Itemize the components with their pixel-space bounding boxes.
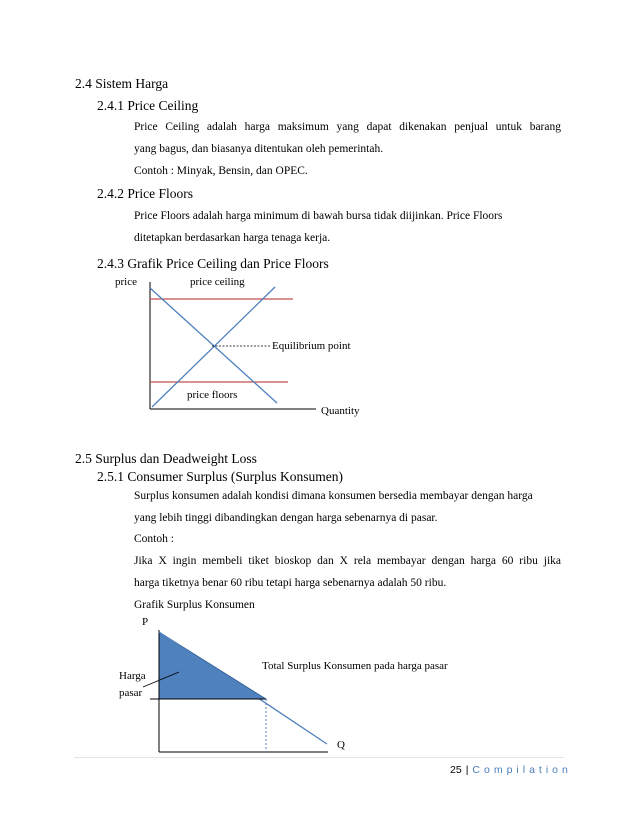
paragraph-contoh: Contoh :	[134, 533, 174, 545]
graph-caption-consumer-surplus: Grafik Surplus Konsumen	[134, 599, 255, 611]
subsection-heading-consumer-surplus: 2.5.1 Consumer Surplus (Surplus Konsumen)	[97, 469, 343, 484]
section-heading-2-5: 2.5 Surplus dan Deadweight Loss	[75, 451, 257, 466]
paragraph-surplus-line4: harga tiketnya benar 60 ribu tetapi harga sebenarnya adalah 50 ribu.	[134, 577, 447, 589]
paragraph-floors-line1: Price Floors adalah harga minimum di bawah bursa tidak diijinkan. Price Floors	[134, 210, 503, 222]
graph1-ceiling-label: price ceiling	[190, 276, 245, 288]
paragraph-surplus-line3: Jika X ingin membeli tiket bioskop dan X rela membayar dengan harga 60 ribu jika	[134, 555, 561, 567]
graph2-harga-label: Harga	[119, 670, 146, 682]
page-footer	[450, 764, 572, 776]
paragraph-ceiling-line2: yang bagus, dan biasanya ditentukan oleh pemerintah.	[134, 143, 384, 155]
graph2-y-label: P	[142, 616, 149, 628]
paragraph-floors-line2: ditetapkan berdasarkan harga tenaga kerja.	[134, 232, 331, 244]
paragraph-surplus-line1: Surplus konsumen adalah kondisi dimana konsumen bersedia membayar dengan harga	[134, 490, 533, 502]
subsection-heading-price-ceiling: 2.4.1 Price Ceiling	[97, 98, 199, 113]
graph1-floors-label: price floors	[187, 389, 238, 401]
subsection-heading-price-floors: 2.4.2 Price Floors	[97, 186, 193, 201]
footer-word: Compilation	[472, 764, 572, 776]
graph1-y-label: price	[115, 276, 137, 288]
footer-separator: |	[465, 764, 469, 776]
paragraph-surplus-line2: yang lebih tinggi dibandingkan dengan harga sebenarnya di pasar.	[134, 512, 438, 524]
section-heading-2-4: 2.4 Sistem Harga	[75, 76, 169, 91]
graph1-x-label: Quantity	[321, 405, 360, 417]
footer-rule	[74, 757, 564, 758]
page-number: 25	[450, 764, 462, 776]
paragraph-ceiling-example: Contoh : Minyak, Bensin, dan OPEC.	[134, 165, 308, 177]
graph2-x-label: Q	[337, 739, 345, 751]
graph1-equilibrium-label: Equilibrium point	[272, 340, 351, 352]
graph2-total-surplus-label: Total Surplus Konsumen pada harga pasar	[262, 660, 448, 672]
subsection-heading-graph: 2.4.3 Grafik Price Ceiling dan Price Floors	[97, 256, 329, 271]
paragraph-ceiling-line1: Price Ceiling adalah harga maksimum yang dapat dikenakan penjual untuk barang	[134, 121, 561, 133]
graph2-pasar-label: pasar	[119, 687, 143, 699]
